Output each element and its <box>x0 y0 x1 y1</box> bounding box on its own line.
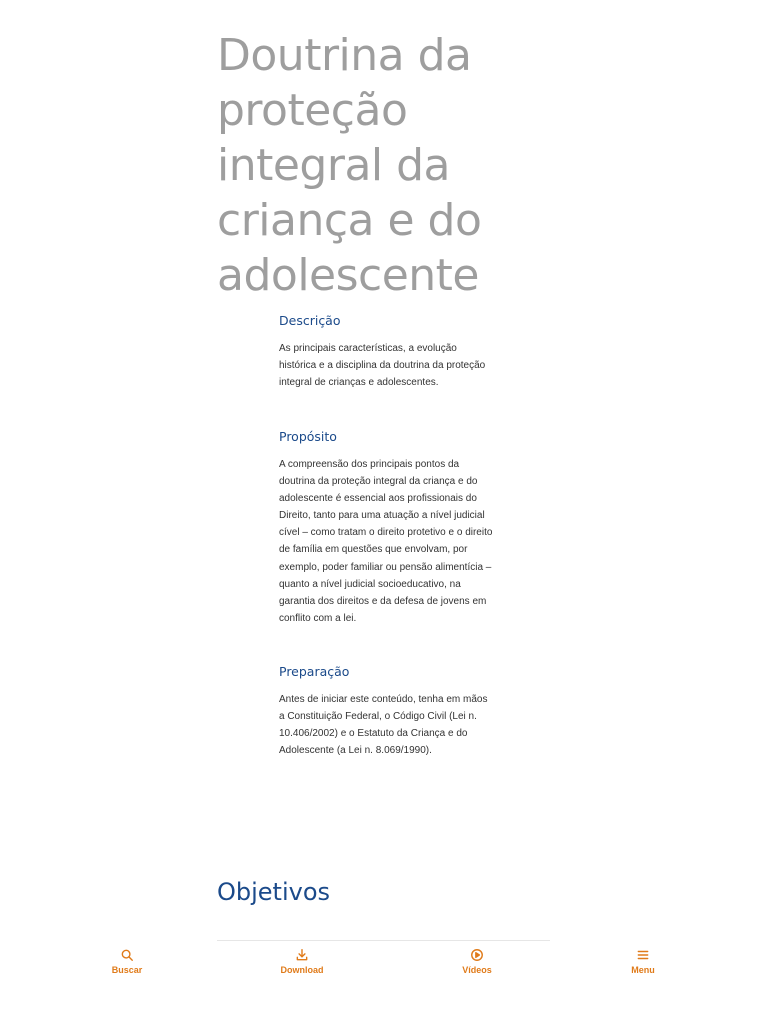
page-title: Doutrina da proteção integral da criança e do adolescente <box>217 30 482 301</box>
nav-download-label: Download <box>280 965 324 975</box>
nav-menu-label: Menu <box>631 965 655 975</box>
nav-videos-button[interactable] <box>437 948 517 976</box>
nav-menu-button[interactable] <box>603 948 683 976</box>
search-icon <box>120 948 134 962</box>
download-icon <box>295 948 309 962</box>
nav-buscar-button[interactable] <box>87 948 167 976</box>
bottom-nav <box>0 948 768 988</box>
objetivos-heading: Objetivos <box>217 878 331 906</box>
nav-download-button[interactable] <box>262 948 342 976</box>
nav-videos-label: Vídeos <box>462 965 492 975</box>
section-preparacao <box>279 663 494 759</box>
hero-title-container <box>217 28 557 301</box>
menu-icon <box>636 948 650 962</box>
divider <box>217 940 550 941</box>
nav-buscar-label: Buscar <box>111 965 143 975</box>
play-circle-icon <box>470 948 484 962</box>
section-heading-preparacao: Preparação <box>279 664 350 679</box>
section-proposito <box>279 428 494 627</box>
section-text-descricao: As principais características, a evolução histórica e a disciplina da doutrina da proteção integral de crianças e adolescentes. <box>279 343 486 389</box>
section-descricao <box>279 312 494 391</box>
section-heading-proposito: Propósito <box>279 429 337 444</box>
section-text-proposito: A compreensão dos principais pontos da doutrina da proteção integral da criança e do adolescente é essencial aos profissionais do Direito, tanto para uma atuação a nível judicial cível – como tratam o direito protetivo e o direito de família em questões que envolvam, por exemplo, poder familiar ou pensão alimentícia – quanto a nível judicial socioeducativo, na garantia dos direitos e da defesa de jovens em conflito com a lei. <box>279 459 493 624</box>
section-heading-descricao: Descrição <box>279 313 341 328</box>
section-text-preparacao: Antes de iniciar este conteúdo, tenha em mãos a Constituição Federal, o Código Civil (Lei n. 10.406/2002) e o Estatuto da Criança e do Adolescente (a Lei n. 8.069/1990). <box>279 694 488 757</box>
